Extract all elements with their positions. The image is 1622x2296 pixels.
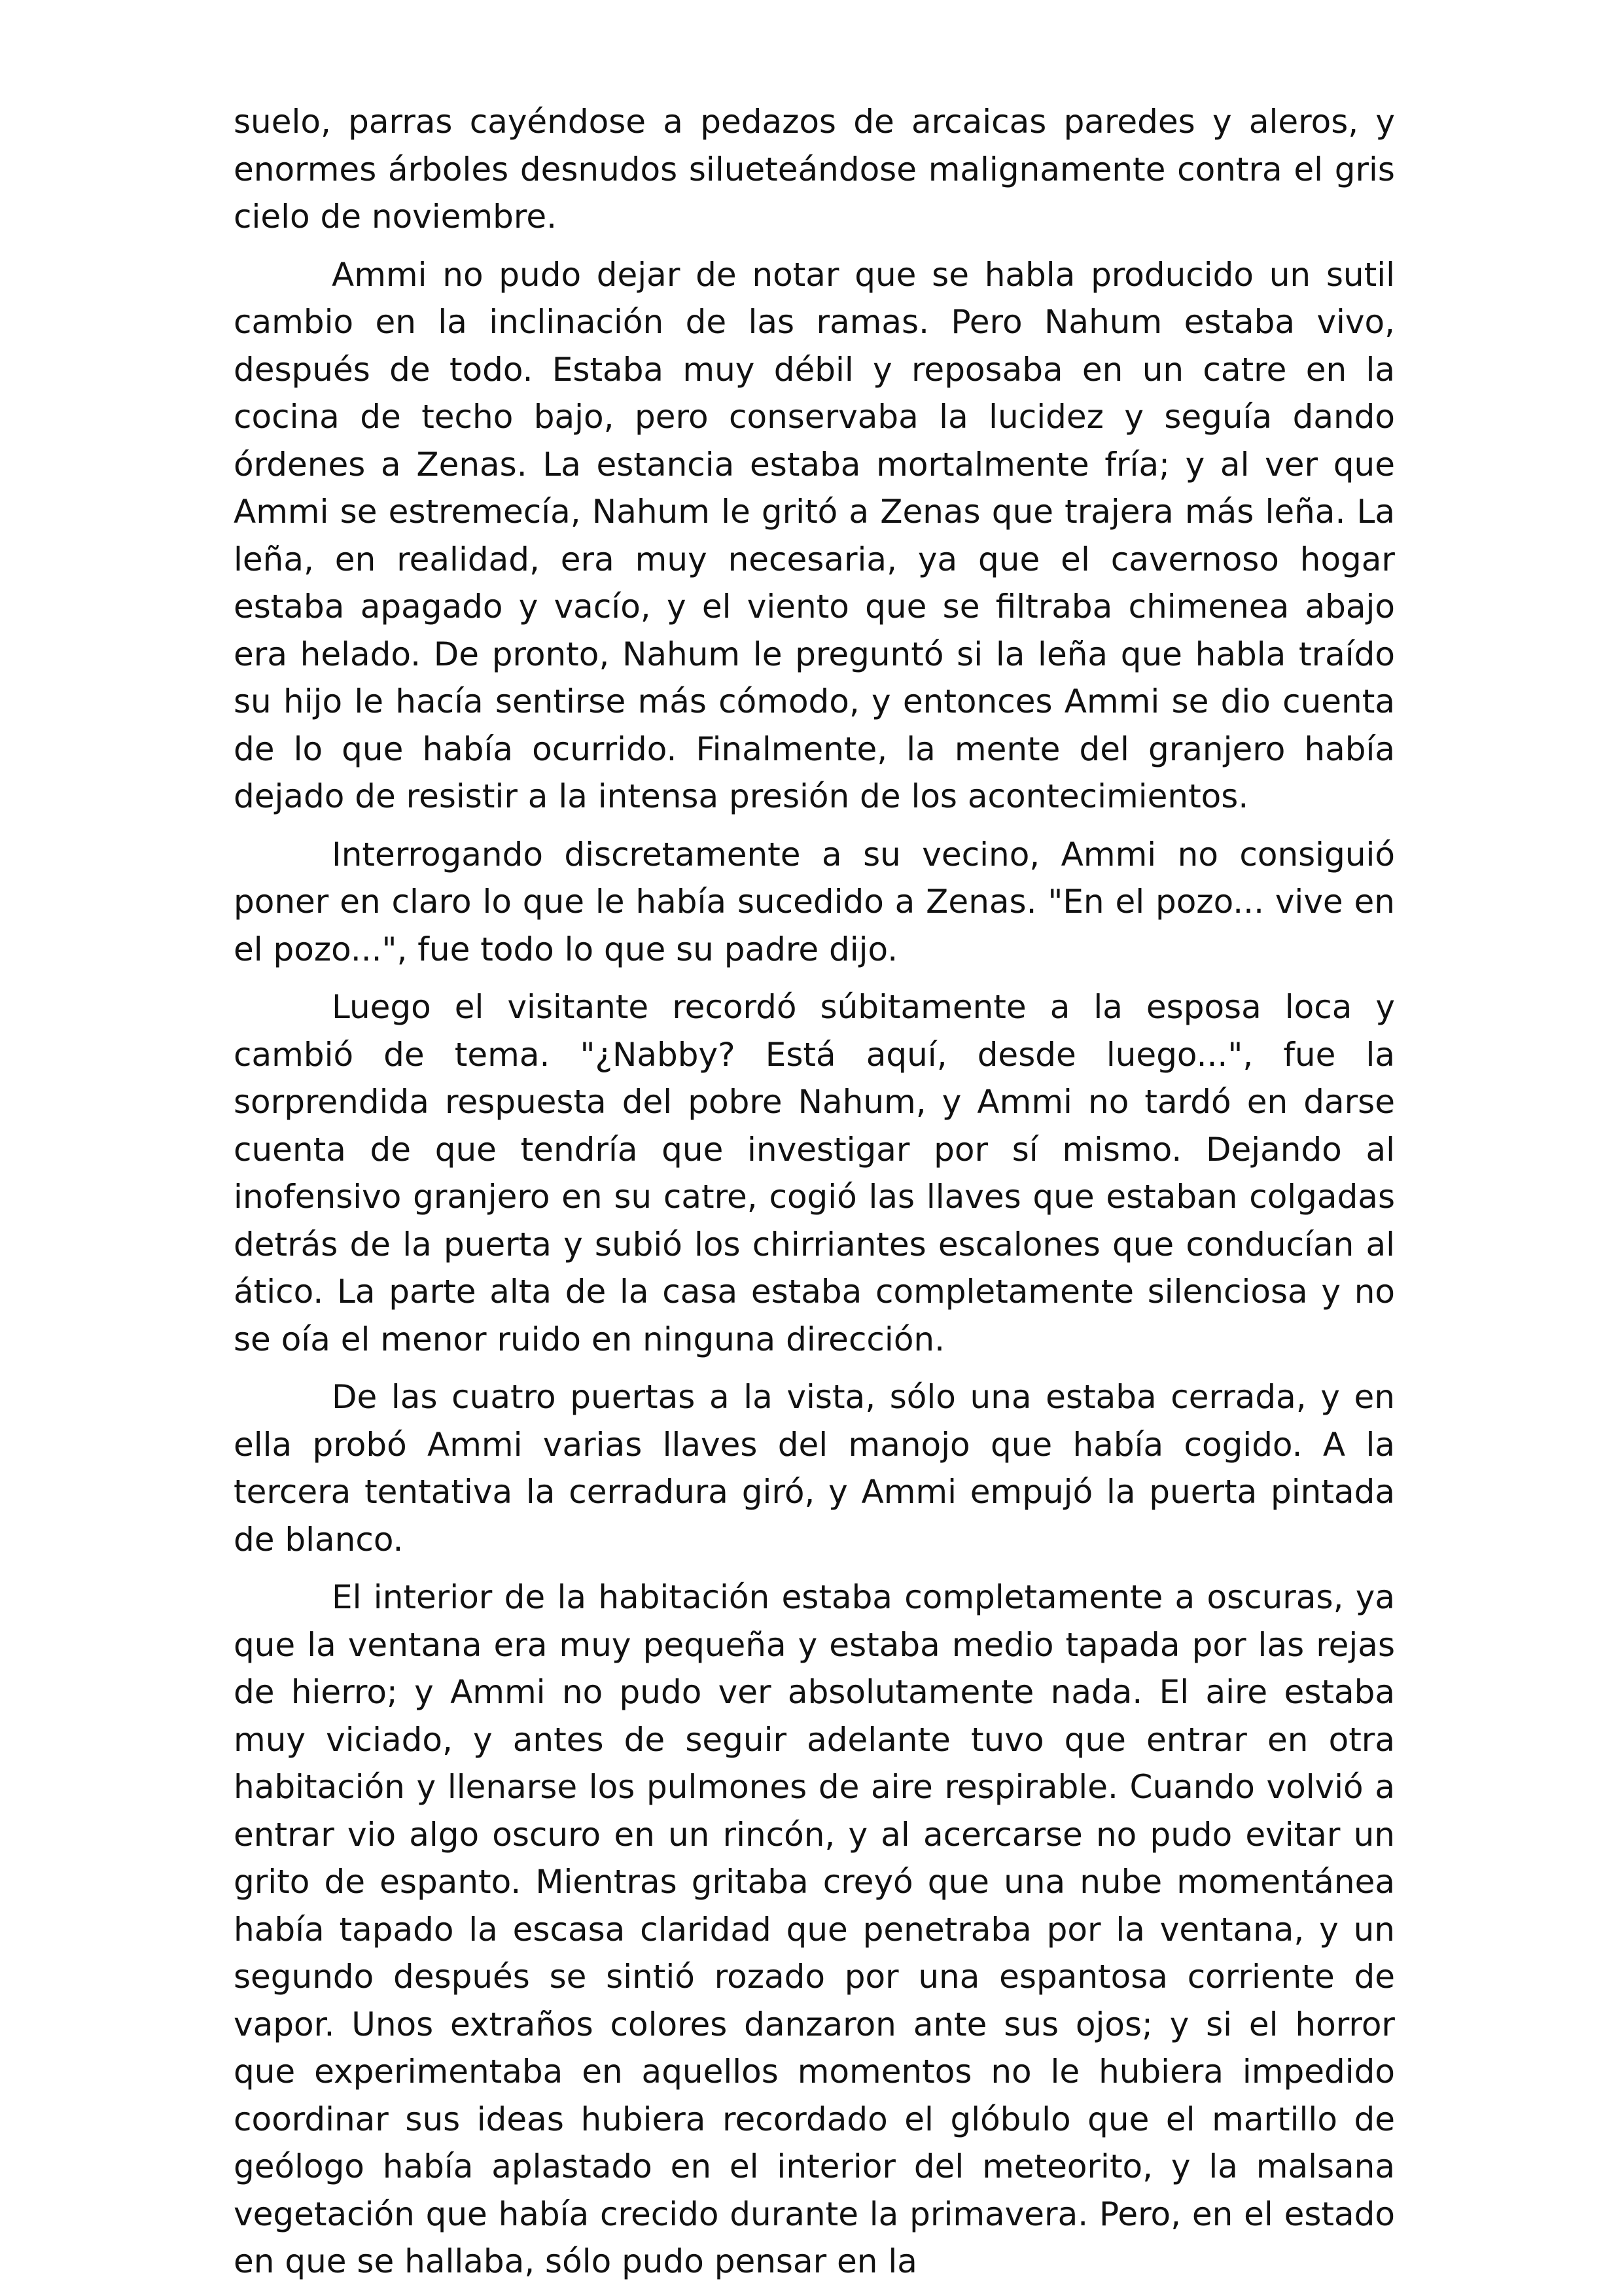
paragraph-attic-search: Luego el visitante recordó súbitamente a la esposa loca y cambió de tema. "¿Nabby? Está aquí, desde luego...", fue la sorprendida respuesta del pobre Nahum, y Ammi no tardó en darse cuenta de que tendría que investigar por sí mismo. Dejando al inofensivo granjero en su catre, cogió las llaves que estaban colgadas detrás de la puerta y subió los chirriantes escalones que conducían al ático. La parte alta de la casa estaba completamente silenciosa y no se oía el menor ruido en ninguna dirección. xyxy=(234,988,1395,1358)
paragraph-dark-room: El interior de la habitación estaba completamente a oscuras, ya que la ventana era muy pequeña y estaba medio tapada por las rejas de hierro; y Ammi no pudo ver absolutamente nada. El aire estaba muy viciado, y antes de seguir adelante tuvo que entrar en otra habitación y llenarse los pulmones de aire respirable. Cuando volvió a entrar vio algo oscuro en un rincón, y al acercarse no pudo evitar un grito de espanto. Mientras gritaba creyó que una nube momentánea había tapado la escasa claridad que penetraba por la ventana, y un segundo después se sintió rozado por una espantosa corriente de vapor. Unos extraños colores danzaron ante sus ojos; y si el horror que experimentaba en aquellos momentos no le hubiera impedido coordinar sus ideas hubiera recordado el glóbulo que el martillo de geólogo había aplastado en el interior del meteorito, y la malsana vegetación que había crecido durante la primavera. Pero, en el estado en que se hallaba, sólo pudo pensar en la xyxy=(234,1578,1395,2280)
paragraph-locked-door: De las cuatro puertas a la vista, sólo una estaba cerrada, y en ella probó Ammi varias llaves del manojo que había cogido. A la tercera tentativa la cerradura giró, y Ammi empujó la puerta pintada de blanco. xyxy=(234,1378,1395,1559)
document-body xyxy=(234,98,1395,2296)
paragraph-nahum-alive: Ammi no pudo dejar de notar que se habla producido un sutil cambio en la inclinación de las ramas. Pero Nahum estaba vivo, después de todo. Estaba muy débil y reposaba en un catre en la cocina de techo bajo, pero conservaba la lucidez y seguía dando órdenes a Zenas. La estancia estaba mortalmente fría; y al ver que Ammi se estremecía, Nahum le gritó a Zenas que trajera más leña. La leña, en realidad, era muy necesaria, ya que el cavernoso hogar estaba apagado y vacío, y el viento que se filtraba chimenea abajo era helado. De pronto, Nahum le preguntó si la leña que habla traído su hijo le hacía sentirse más cómodo, y entonces Ammi se dio cuenta de lo que había ocurrido. Finalmente, la mente del granjero había dejado de resistir a la intensa presión de los acontecimientos. xyxy=(234,255,1395,815)
paragraph-questioning-neighbor: Interrogando discretamente a su vecino, Ammi no consiguió poner en claro lo que le había sucedido a Zenas. "En el pozo... vive en el pozo...", fue todo lo que su padre dijo. xyxy=(234,835,1395,968)
paragraph-continuation: suelo, parras cayéndose a pedazos de arcaicas paredes y aleros, y enormes árboles desnudos silueteándose malignamente contra el gris cielo de noviembre. xyxy=(234,103,1395,236)
